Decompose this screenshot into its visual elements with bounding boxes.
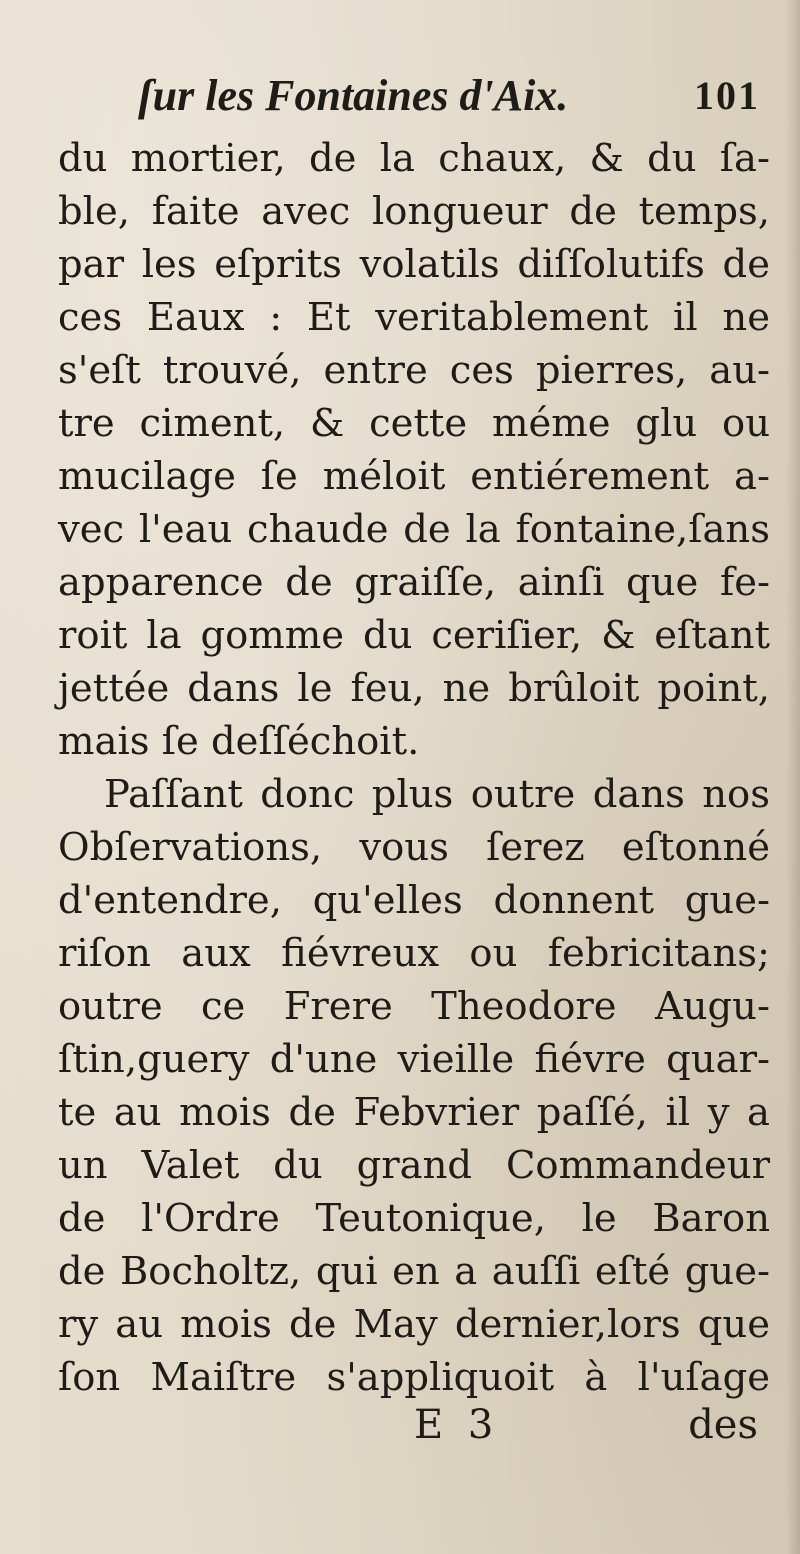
text-line: ſon Maiſtre s'appliquoit à l'uſage [58,1355,770,1400]
text-line: par les eſprits volatils diſſolutifs de [58,242,770,287]
text-line: outre ce Frere Theodore Augu- [58,984,770,1029]
text-line: un Valet du grand Commandeur [58,1143,770,1188]
catchword: des [688,1402,758,1448]
running-head-title: ſur les Fontaines d'Aix. [138,71,569,120]
text-line: te au mois de Febvrier paſſé, il y a [58,1090,770,1135]
text-line: ſtin,guery d'une vieille fiévre quar- [58,1037,770,1082]
page-number: 101 [694,73,760,118]
text-line: riſon aux fiévreux ou febricitans; [58,931,770,976]
signature-mark: E 3 [414,1402,500,1448]
text-line: du mortier, de la chaux, & du ſa- [58,136,770,181]
text-line: ces Eaux : Et veritablement il ne [58,295,770,340]
text-line: s'eſt trouvé, entre ces pierres, au- [58,348,770,393]
text-line: jettée dans le feu, ne brûloit point, [58,666,770,711]
text-line: vec l'eau chaude de la fontaine,ſans [58,507,770,552]
body-text [58,132,770,1404]
text-line: ry au mois de May dernier,lors que [58,1302,770,1347]
text-line: de l'Ordre Teutonique, le Baron [58,1196,770,1241]
page-edge-shadow [786,0,800,1554]
paragraph-end-line: mais ſe deſſéchoit. [58,719,420,764]
text-line: d'entendre, qu'elles donnent gue- [58,878,770,923]
page-footer [58,1396,770,1454]
text-line: tre ciment, & cette méme glu ou [58,401,770,446]
text-line: apparence de graiſſe, ainſi que fe- [58,560,770,605]
text-line: Obſervations, vous ſerez eſtonné [58,825,770,870]
paragraph-start-line: Paſſant donc plus outre dans nos [104,772,770,817]
running-head [138,66,768,126]
text-line: mucilage ſe méloit entiérement a- [58,454,770,499]
text-line: de Bocholtz, qui en a auſſi eſté gue- [58,1249,770,1294]
text-line: ble, faite avec longueur de temps, [58,189,770,234]
text-line: roit la gomme du ceriſier, & eſtant [58,613,770,658]
